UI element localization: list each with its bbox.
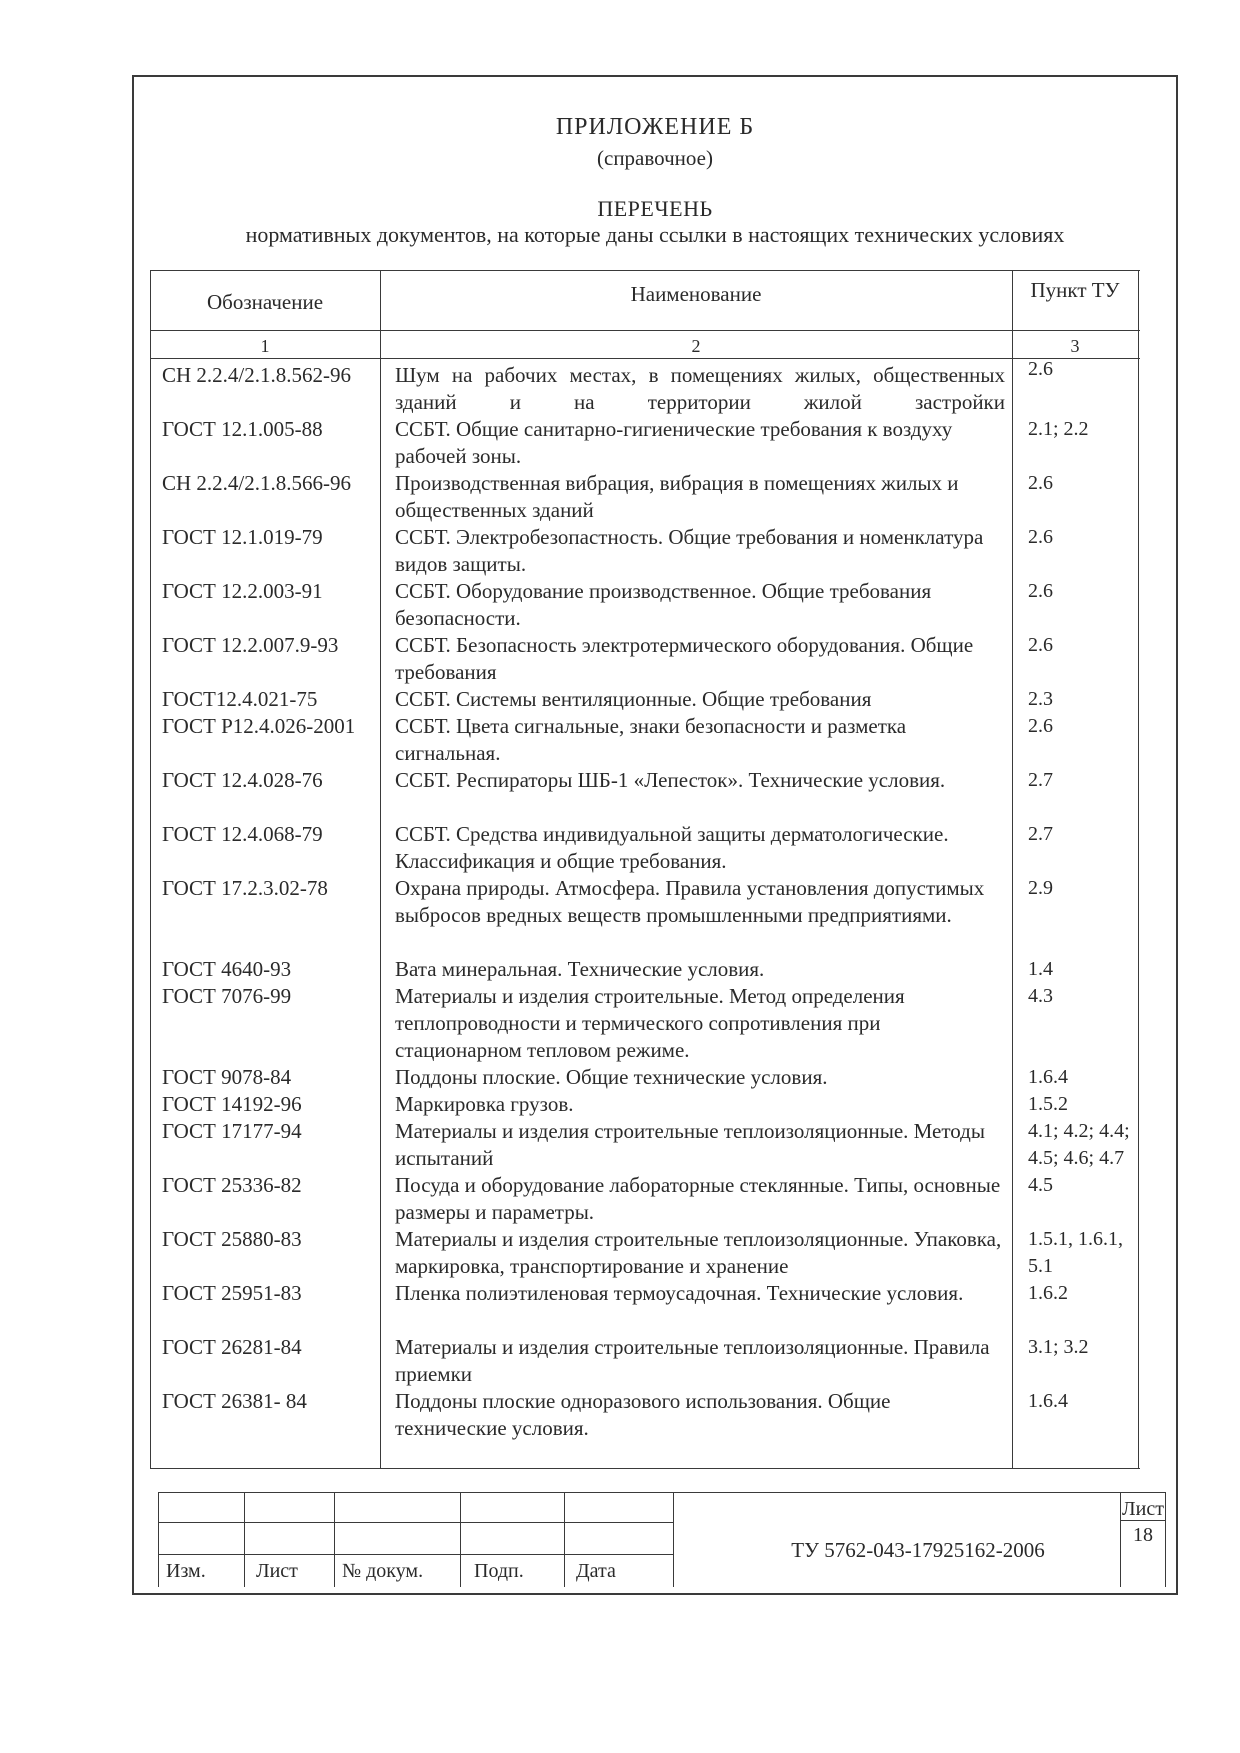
header-divider <box>150 330 1140 331</box>
table-border-left <box>150 270 151 1469</box>
row-name: Материалы и изделия строительные теплоизоляционные. Упаковка, маркировка, транспортирование и хранение <box>395 1227 1002 1278</box>
stamp-border-top <box>158 1492 1166 1493</box>
stamp-row-line-2 <box>158 1554 673 1555</box>
stamp-border-left <box>158 1492 159 1587</box>
col-head-clause: Пункт ТУ <box>1030 278 1120 302</box>
stamp-label-signature: Подп. <box>474 1560 524 1582</box>
row-name: Пленка полиэтиленовая термоусадочная. Технические условия. <box>395 1281 964 1305</box>
row-name: ССБТ. Электробезопастность. Общие требования и номенклатура видов защиты. <box>395 525 984 576</box>
table-border-right <box>1138 270 1139 1469</box>
row-name: Поддоны плоские. Общие технические условия. <box>395 1065 828 1089</box>
appendix-type: (справочное) <box>597 146 713 170</box>
row-designation: СН 2.2.4/2.1.8.566-96 <box>162 471 351 495</box>
row-clause: 3.1; 3.2 <box>1028 1336 1089 1358</box>
row-clause: 1.4 <box>1028 958 1053 980</box>
row-clause: 2.7 <box>1028 823 1053 845</box>
row-designation: ГОСТ 12.4.028-76 <box>162 768 323 792</box>
row-clause: 2.3 <box>1028 688 1053 710</box>
stamp-col-3 <box>460 1492 461 1587</box>
row-name: ССБТ. Оборудование производственное. Общие требования безопасности. <box>395 579 932 630</box>
row-name: Материалы и изделия строительные теплоизоляционные. Правила приемки <box>395 1335 990 1386</box>
row-name: Маркировка грузов. <box>395 1092 574 1116</box>
table-border-top <box>150 270 1140 271</box>
row-name: ССБТ. Безопасность электротермического оборудования. Общие требования <box>395 633 974 684</box>
row-name: ССБТ. Системы вентиляционные. Общие требования <box>395 687 872 711</box>
table-border-bottom <box>150 1468 1140 1469</box>
row-name: Поддоны плоские одноразового использования. Общие технические условия. <box>395 1389 891 1440</box>
title-block <box>158 1492 1166 1587</box>
col-num-1: 1 <box>260 336 270 356</box>
row-name: Вата минеральная. Технические условия. <box>395 957 765 981</box>
row-name: Посуда и оборудование лабораторные стеклянные. Типы, основные размеры и параметры. <box>395 1173 1001 1224</box>
row-designation: ГОСТ 17177-94 <box>162 1119 302 1143</box>
row-name: Охрана природы. Атмосфера. Правила установления допустимых выбросов вредных веществ промышленными предприятиями. <box>395 876 985 927</box>
row-clause: 1.5.2 <box>1028 1093 1068 1115</box>
sheet-label: Лист <box>1122 1498 1164 1520</box>
row-designation: СН 2.2.4/2.1.8.562-96 <box>162 363 351 387</box>
col-head-designation: Обозначение <box>206 290 324 314</box>
row-clause: 1.6.2 <box>1028 1282 1068 1304</box>
row-name: Материалы и изделия строительные теплоизоляционные. Методы испытаний <box>395 1119 985 1170</box>
row-designation: ГОСТ Р12.4.026-2001 <box>162 714 356 738</box>
row-clause: 2.6 <box>1028 472 1053 494</box>
row-designation: ГОСТ 25880-83 <box>162 1227 302 1251</box>
stamp-row-line-1 <box>158 1522 673 1523</box>
stamp-col-2 <box>334 1492 335 1587</box>
row-designation: ГОСТ 25336-82 <box>162 1173 302 1197</box>
appendix-title: ПРИЛОЖЕНИЕ Б <box>555 114 755 140</box>
row-name: Производственная вибрация, вибрация в помещениях жилых и общественных зданий <box>395 471 959 522</box>
row-designation: ГОСТ 26281-84 <box>162 1335 302 1359</box>
list-title: ПЕРЕЧЕНЬ <box>597 196 713 221</box>
stamp-label-date: Дата <box>576 1560 616 1582</box>
col-num-2: 2 <box>691 336 701 356</box>
row-designation: ГОСТ 9078-84 <box>162 1065 292 1089</box>
row-name: Шум на рабочих местах, в помещениях жилых, общественных зданий и на территории жилой застройки <box>395 363 1005 414</box>
row-designation: ГОСТ 12.4.068-79 <box>162 822 323 846</box>
row-clause: 4.3 <box>1028 985 1053 1007</box>
row-designation: ГОСТ 12.2.007.9-93 <box>162 633 339 657</box>
row-clause: 4.5 <box>1028 1174 1053 1196</box>
row-clause: 2.7 <box>1028 769 1053 791</box>
stamp-label-sheet: Лист <box>256 1560 298 1582</box>
row-designation: ГОСТ 26381- 84 <box>162 1389 307 1413</box>
column-divider-2 <box>1012 270 1013 1469</box>
stamp-col-5 <box>673 1492 674 1587</box>
row-designation: ГОСТ 12.1.019-79 <box>162 525 323 549</box>
row-designation: ГОСТ 7076-99 <box>162 984 292 1008</box>
col-head-name: Наименование <box>630 282 762 306</box>
row-designation: ГОСТ 4640-93 <box>162 957 292 981</box>
row-name: ССБТ. Цвета сигнальные, знаки безопасности и разметка сигнальная. <box>395 714 907 765</box>
column-divider-1 <box>380 270 381 1469</box>
numbers-divider <box>150 358 1140 359</box>
row-clause: 1.6.4 <box>1028 1390 1068 1412</box>
row-clause: 1.6.4 <box>1028 1066 1068 1088</box>
row-clause: 2.6 <box>1028 715 1053 737</box>
stamp-label-doc-no: № докум. <box>342 1560 424 1582</box>
sheet-number: 18 <box>1133 1524 1153 1546</box>
document-code: ТУ 5762-043-17925162-2006 <box>791 1538 1045 1562</box>
col-num-3: 3 <box>1070 336 1080 356</box>
row-clause: 2.6 <box>1028 580 1053 602</box>
references-table <box>150 270 1140 1469</box>
row-designation: ГОСТ12.4.021-75 <box>162 687 318 711</box>
row-clause: 2.1; 2.2 <box>1028 418 1089 440</box>
stamp-col-1 <box>244 1492 245 1587</box>
row-designation: ГОСТ 17.2.3.02-78 <box>162 876 328 900</box>
row-clause: 2.6 <box>1028 634 1053 656</box>
row-designation: ГОСТ 25951-83 <box>162 1281 302 1305</box>
row-clause: 2.9 <box>1028 877 1053 899</box>
row-designation: ГОСТ 12.2.003-91 <box>162 579 323 603</box>
list-description: нормативных документов, на которые даны ссылки в настоящих технических условиях <box>245 222 1065 247</box>
row-clause: 2.6 <box>1028 358 1053 380</box>
row-name: ССБТ. Общие санитарно-гигиенические требования к воздуху рабочей зоны. <box>395 417 953 468</box>
stamp-col-4 <box>564 1492 565 1587</box>
row-designation: ГОСТ 12.1.005-88 <box>162 417 323 441</box>
row-name: ССБТ. Респираторы ШБ-1 «Лепесток». Технические условия. <box>395 768 946 792</box>
row-clause: 4.1; 4.2; 4.4; 4.5; 4.6; 4.7 <box>1028 1120 1130 1169</box>
row-name: Материалы и изделия строительные. Метод определения теплопроводности и термического сопротивления при стационарном тепловом режиме. <box>395 984 905 1062</box>
stamp-label-change: Изм. <box>166 1560 206 1582</box>
row-designation: ГОСТ 14192-96 <box>162 1092 302 1116</box>
row-clause: 1.5.1, 1.6.1, 5.1 <box>1028 1228 1123 1277</box>
row-clause: 2.6 <box>1028 526 1053 548</box>
row-name: ССБТ. Средства индивидуальной защиты дерматологические. Классификация и общие требования. <box>395 822 949 873</box>
